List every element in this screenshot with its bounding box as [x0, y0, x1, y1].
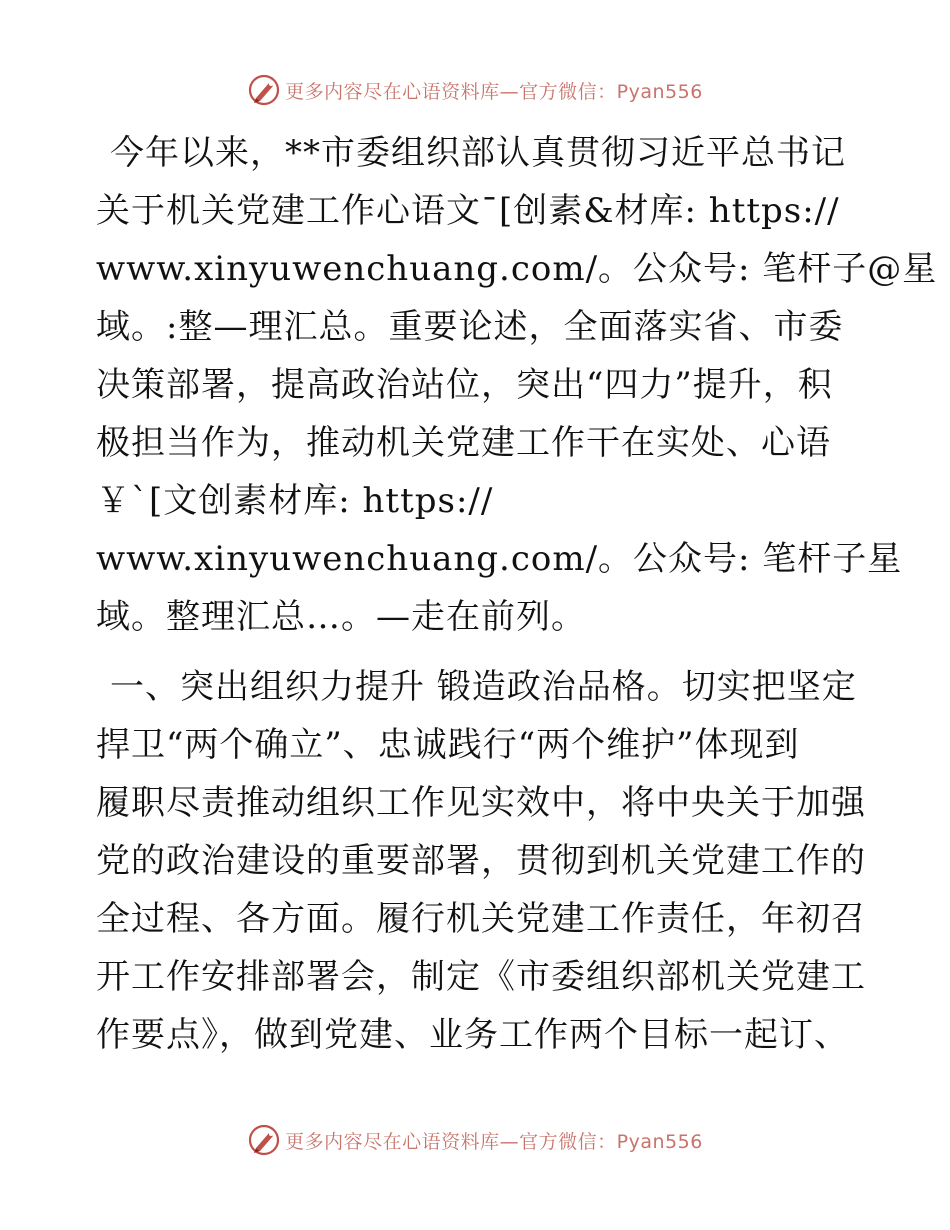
- text-line: 作要点》，做到党建、业务工作两个目标一起订、: [96, 1015, 849, 1055]
- text-line: 极担当作为，推动机关党建工作干在实处、心语: [96, 423, 831, 463]
- text-line: 党的政治建设的重要部署，贯彻到机关党建工作的: [96, 841, 866, 881]
- document-body: [96, 124, 938, 1064]
- section-heading-line: 一、突出组织力提升 锻造政治品格。切实把坚定: [110, 667, 857, 707]
- text-line: 开工作安排部署会，制定《市委组织部机关党建工: [96, 957, 866, 997]
- text-line: 关于机关党建工作心语文¯[创素&材库: https://: [96, 191, 840, 231]
- text-line: 域。整理汇总…。—走在前列。: [96, 597, 586, 637]
- pen-logo-icon: [247, 73, 281, 107]
- footer-watermark: [0, 1122, 950, 1158]
- text-line: www.xinyuwenchuang.com/。公众号: 笔杆子@星: [96, 249, 938, 289]
- text-line: 决策部署，提高政治站位，突出“四力”提升，积: [96, 365, 833, 405]
- pen-logo-icon: [247, 1123, 281, 1157]
- watermark-text: 更多内容尽在心语资料库—官方微信：Pyan556: [285, 80, 703, 103]
- text-line: 履职尽责推动组织工作见实效中，将中央关于加强: [96, 783, 866, 823]
- header-watermark: [0, 72, 950, 108]
- text-line: ￥`[文创素材库: https://: [96, 481, 494, 521]
- text-line: 捍卫“两个确立”、忠诚践行“两个维护”体现到: [96, 725, 800, 765]
- text-line: 今年以来，**市委组织部认真贯彻习近平总书记: [110, 133, 846, 173]
- watermark-text: 更多内容尽在心语资料库—官方微信：Pyan556: [285, 1130, 703, 1153]
- text-line: 域。:整—理汇总。重要论述，全面落实省、市委: [96, 307, 844, 347]
- text-line: 全过程、各方面。履行机关党建工作责任，年初召: [96, 899, 866, 939]
- paragraph-intro: [96, 124, 938, 646]
- paragraph-section-one: [96, 658, 866, 1064]
- text-line: www.xinyuwenchuang.com/。公众号: 笔杆子星: [96, 539, 903, 579]
